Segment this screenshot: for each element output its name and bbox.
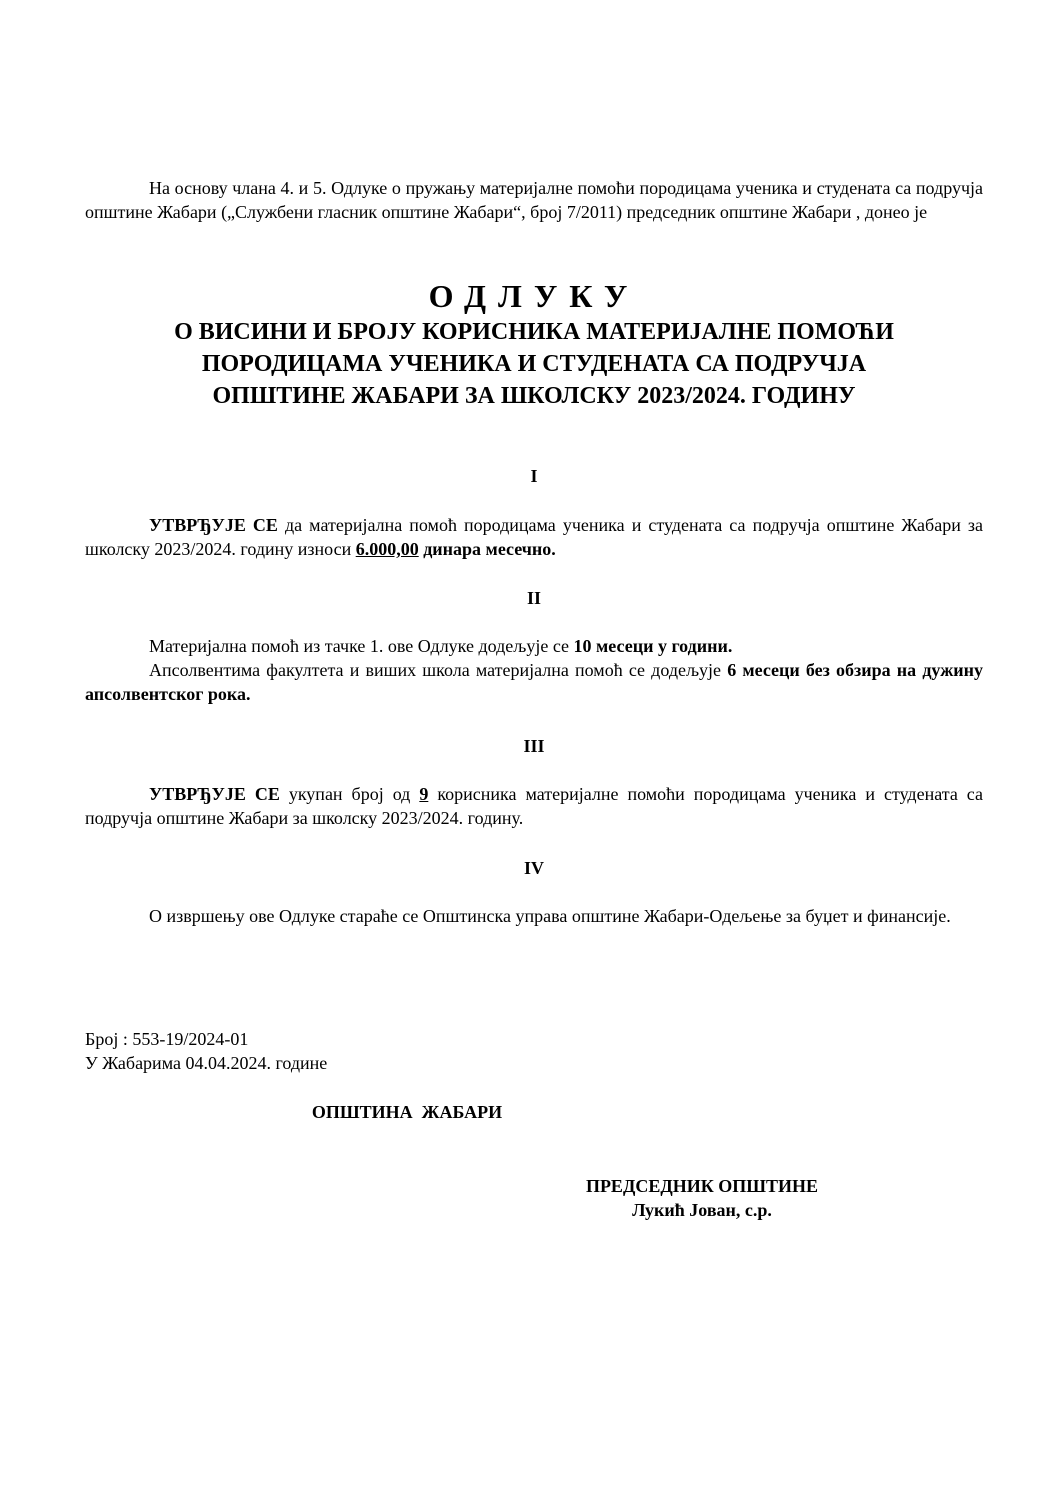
section-2-p1-bold: 10 месеци у години.	[573, 636, 733, 656]
section-1-lead: УТВРЂУЈЕ СЕ	[149, 515, 278, 535]
signatory-title: ПРЕДСЕДНИК ОПШТИНЕ	[585, 1176, 819, 1196]
section-1-heading: I	[530, 466, 538, 486]
section-2-p2-text: Апсолвентима факултета и виших школа материјална помоћ се додељује	[149, 660, 728, 680]
section-1-paragraph	[85, 513, 983, 561]
section-4-heading: IV	[523, 858, 544, 878]
section-4-text: О извршењу ове Одлуке стараће се Општинска управа општине Жабари-Одељење за буџет и финансије.	[149, 906, 951, 926]
section-1-amount: 6.000,00	[355, 539, 419, 559]
municipality-name: ОПШТИНА ЖАБАРИ	[311, 1102, 503, 1122]
intro-text: На основу члана 4. и 5. Одлуке о пружању материјалне помоћи породицама ученика и студената са подручја општине Жабари („Службени гласник општине Жабари“, број 7/2011) председник општине Жабари , донео је	[85, 178, 983, 222]
section-2-paragraph-1	[85, 634, 983, 658]
title-line-1: О ВИСИНИ И БРОЈУ КОРИСНИКА МАТЕРИЈАЛНЕ ПОМОЋИ	[174, 319, 894, 345]
decision-title	[85, 276, 983, 412]
section-2-heading: II	[526, 588, 541, 608]
section-3-lead: УТВРЂУЈЕ СЕ	[149, 784, 280, 804]
section-3-count: 9	[419, 784, 429, 804]
section-1-text: да материјална помоћ породицама ученика и студената са подручја општине Жабари за школску 2023/2024. годину износи	[85, 515, 983, 559]
title-line-2: ПОРОДИЦАМА УЧЕНИКА И СТУДЕНАТА СА ПОДРУЧЈА	[201, 351, 867, 377]
section-3-paragraph	[85, 782, 983, 830]
document-number: Број : 553-19/2024-01	[85, 1029, 249, 1049]
section-2-paragraph-2	[85, 658, 983, 706]
title-line-3: ОПШТИНЕ ЖАБАРИ ЗА ШКОЛСКУ 2023/2024. ГОДИНУ	[212, 383, 856, 409]
signatory-name: Лукић Јован, с.р.	[632, 1200, 772, 1220]
section-1-tail: динара месечно.	[418, 539, 556, 559]
section-3-text-1: укупан број од	[279, 784, 420, 804]
section-2-p1-text: Материјална помоћ из тачке 1. ове Одлуке додељује се	[149, 636, 574, 656]
section-2-p2-bold: 6 месеци без обзира на дужину апсолвентског рока.	[85, 660, 983, 704]
section-4-paragraph	[85, 904, 983, 928]
title-main: ОДЛУКУ	[428, 278, 640, 314]
section-3-text-2: корисника материјалне помоћи породицама ученика и студената са подручја општине Жабари за школску 2023/2024. годину.	[85, 784, 983, 828]
place-date: У Жабарима 04.04.2024. године	[85, 1053, 328, 1073]
section-3-heading: III	[523, 736, 545, 756]
intro-paragraph	[85, 176, 983, 224]
